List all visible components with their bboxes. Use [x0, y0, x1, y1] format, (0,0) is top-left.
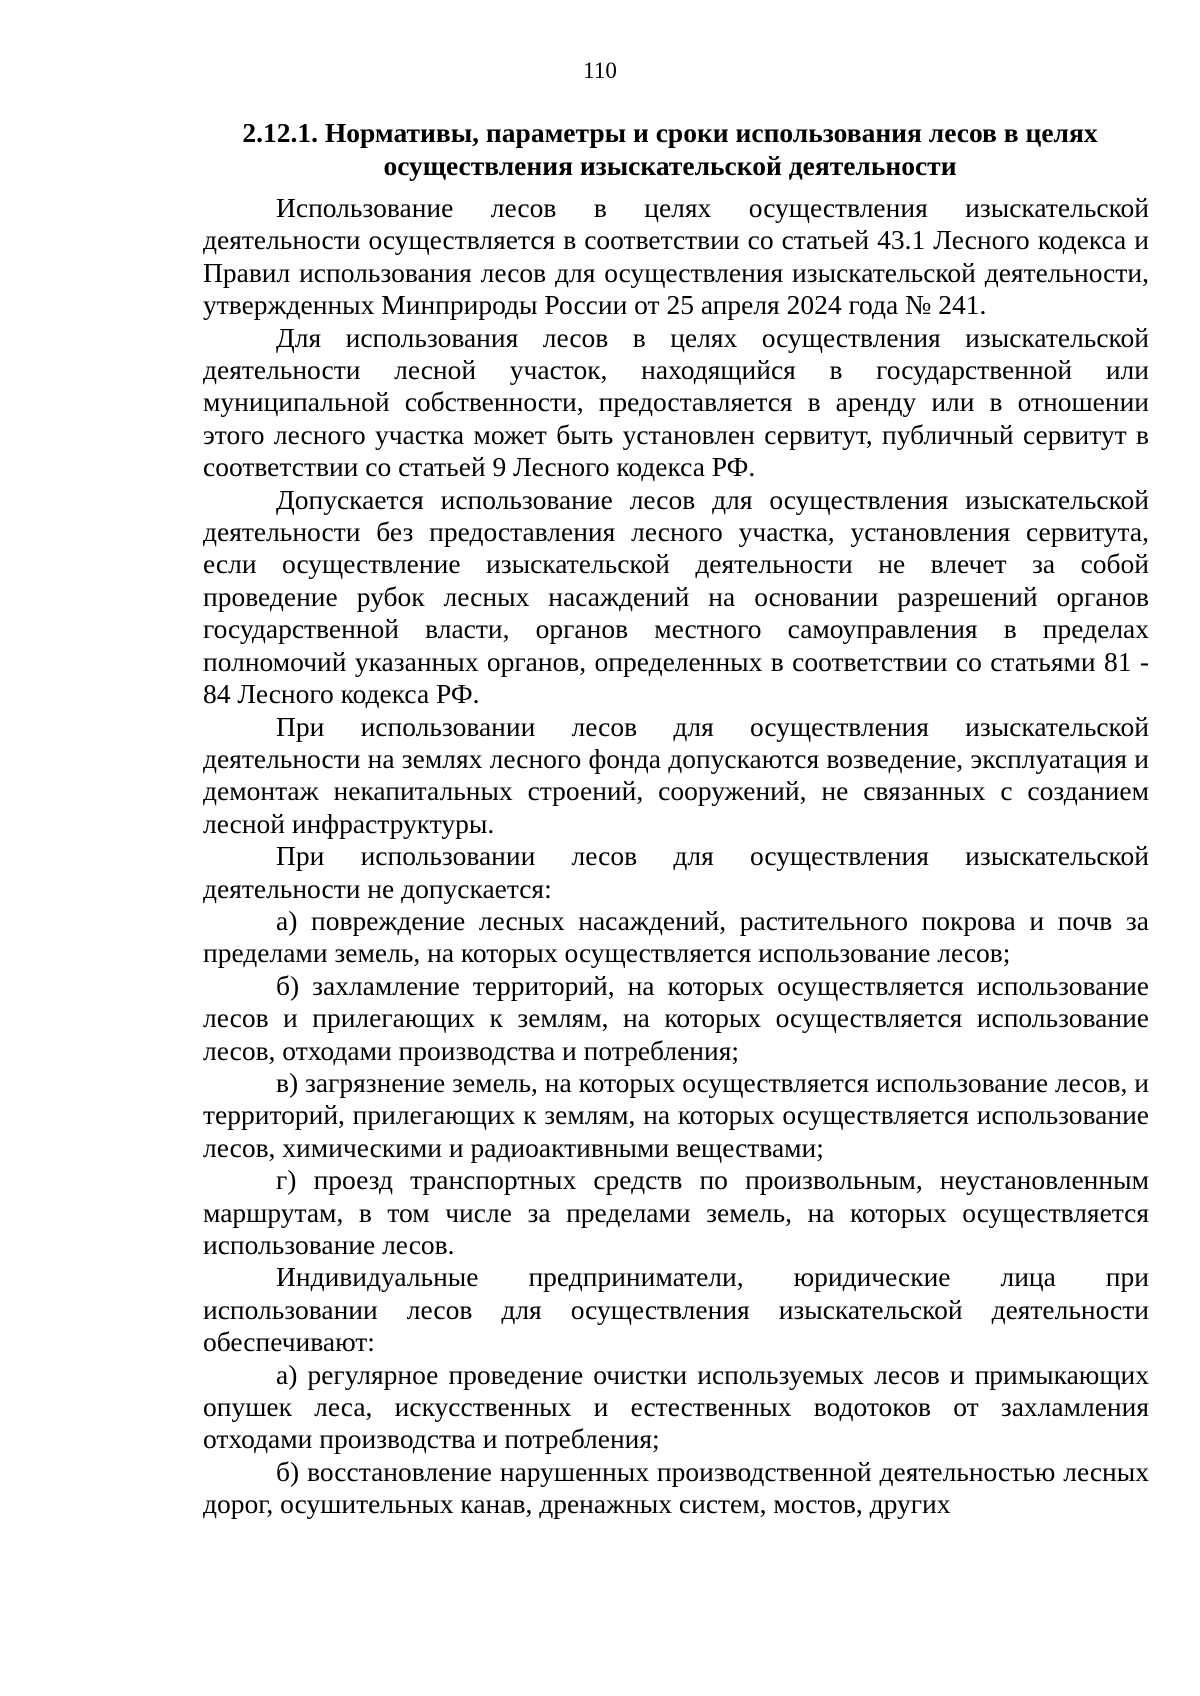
list-item: б) захламление территорий, на которых осуществляется использование лесов и прилегающих к землям, на которых осуществляется использование лесов, отходами производства и потребления; — [203, 969, 1149, 1066]
list-item: г) проезд транспортных средств по произвольным, неустановленным маршрутам, в том числе за пределами земель, на которых осуществляется использование лесов. — [203, 1164, 1149, 1260]
paragraph: Для использования лесов в целях осуществления изыскательской деятельности лесной участок, находящийся в государственной или муниципальной собственности, предоставляется в аренду или в отношении этого лесного участка может быть установлен сервитут, публичный сервитут в соответствии со статьей 9 Лесного кодекса РФ. — [203, 321, 1149, 483]
page-number: 110 — [583, 58, 617, 83]
paragraph: Использование лесов в целях осуществления изыскательской деятельности осуществляется в соответствии со статьей 43.1 Лесного кодекса и Правил использования лесов для осуществления изыскательской деятельности, утвержденных Минприроды России от 25 апреля 2024 года № 241. — [203, 192, 1149, 321]
paragraph: Индивидуальные предприниматели, юридические лица при использовании лесов для осуществления изыскательской деятельности обеспечивают: — [203, 1261, 1149, 1358]
paragraph: При использовании лесов для осуществления изыскательской деятельности не допускается: — [203, 840, 1149, 904]
paragraph: Допускается использование лесов для осуществления изыскательской деятельности без предоставления лесного участка, установления сервитута, если осуществление изыскательской деятельности не влечет за собой проведение рубок лесных насаждений на основании разрешений органов государственной власти, органов местного самоуправления в пределах полномочий указанных органов, определенных в соответствии со статьями 81 - 84 Лесного кодекса РФ. — [203, 483, 1149, 710]
document-body — [203, 192, 1149, 1521]
list-item: в) загрязнение земель, на которых осуществляется использование лесов, и территорий, прилегающих к землям, на которых осуществляется использование лесов, химическими и радиоактивными веществами; — [203, 1066, 1149, 1163]
paragraph: При использовании лесов для осуществления изыскательской деятельности на землях лесного фонда допускаются возведение, эксплуатация и демонтаж некапитальных строений, сооружений, не связанных с созданием лесной инфраструктуры. — [203, 710, 1149, 839]
section-heading: 2.12.1. Нормативы, параметры и сроки использования лесов в целях осуществления изыскательской деятельности — [242, 117, 1098, 181]
list-item: а) регулярное проведение очистки используемых лесов и примыкающих опушек леса, искусственных и естественных водотоков от захламления отходами производства и потребления; — [203, 1358, 1149, 1455]
list-item: б) восстановление нарушенных производственной деятельностью лесных дорог, осушительных канав, дренажных систем, мостов, других — [203, 1455, 1149, 1520]
list-item: а) повреждение лесных насаждений, растительного покрова и почв за пределами земель, на которых осуществляется использование лесов; — [203, 904, 1149, 969]
